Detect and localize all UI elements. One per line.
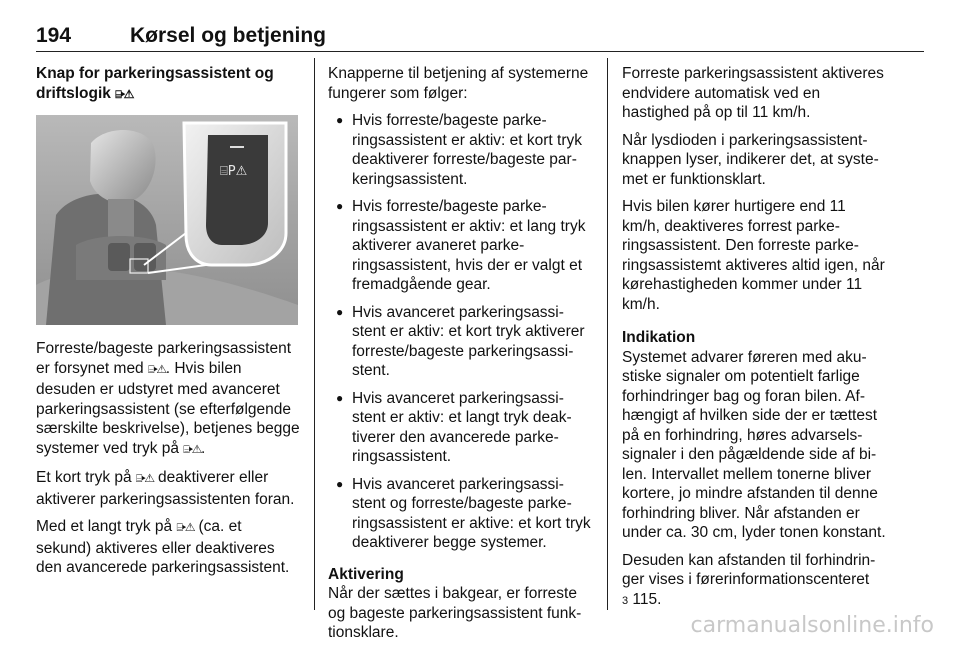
paragraph: Forreste/bageste parkeringsassistent er forsynet med ⌸▸⚠. Hvis bilen desuden er udstyret med avanceret parkeringsassistent (se efterfølgende særskilte beskrivelse), betjenes begge systemer ved tryk på ⌸▸⚠. [36,340,300,457]
column-2 [328,64,592,651]
gear-shift-illustration [36,115,298,325]
paragraph: Når der sættes i bakgear, er forreste og bageste parkeringsassistent funktionsklare. [328,585,582,641]
section-heading: Knap for parkeringsassistent og driftslogik ⌸▸⚠ [36,65,274,102]
list-item: ● Hvis forreste/bageste parkeringsassistent er aktiv: et lang tryk aktiverer avaneret parkeringsassistent, hvis der er valgt et fremadgående gear. [328,197,592,295]
paragraph: Forreste parkeringsassistent aktiveres endvidere automatisk ved en hastighed på op til 11 km/h. [622,65,884,121]
column-divider-1 [314,58,315,610]
paragraph: Hvis bilen kører hurtigere end 11 km/h, deaktiveres forrest parkeringsassistent. Den forreste parkeringsassistemt aktiveres altid igen, når kørehastigheden kommer under 11 km/h. [622,198,885,313]
bullet-list [328,111,592,553]
gear-shift-figure [36,115,298,325]
park-assist-symbol: ⌸▸⚠ [135,473,154,485]
park-assist-symbol: ⌸▸⚠ [115,88,133,101]
page-reference-icon: 3 [622,594,629,607]
list-item: ● Hvis avanceret parkeringsassistent er aktiv: et langt tryk deaktiverer den avancerede parkeringsassistent. [328,389,592,467]
button-symbol: ⌸P⚠ [220,164,248,179]
paragraph: Med et langt tryk på ⌸▸⚠ (ca. et sekund) aktiveres eller deaktiveres den avancerede parkeringsassistent. [36,518,290,576]
column-1 [36,64,300,586]
header-rule [36,51,924,52]
page-reference-link[interactable]: 115. [628,590,662,608]
park-assist-symbol: ⌸▸⚠ [183,443,202,456]
park-assist-symbol: ⌸▸⚠ [176,522,195,534]
paragraph: Når lysdioden i parkeringsassistentknappen lyser, indikerer det, at systemet er funktionsklart. [622,131,879,188]
list-item: ● Hvis forreste/bageste parkeringsassistent er aktiv: et kort tryk deaktiverer forreste/bageste parkeringsassistent. [328,111,592,189]
paragraph: Knapperne til betjening af systemerne fungerer som følger: [328,65,589,102]
page-title: Kørsel og betjening [130,24,327,47]
section-heading: Indikation [622,329,696,346]
column-3 [622,64,886,619]
list-item: ● Hvis avanceret parkeringsassistent og forreste/bageste parkeringsassistent er aktive: et kort tryk deaktiverer begge systemer. [328,475,592,553]
section-heading: Aktivering [328,565,404,583]
paragraph: Et kort tryk på ⌸▸⚠ deaktiverer eller aktiverer parkeringsassistenten foran. [36,469,295,508]
paragraph: Systemet advarer føreren med akustiske signaler om potentielt farlige forhindringer bag og foran bilen. Afhængigt af hvilken side der er tættest på en forhindring, høres advarselssignaler i den pågældende side af bilen. Intervallet mellem tonerne bliver kortere, jo mindre afstanden til denne forhindring bliver. Når afstanden er under ca. 30 cm, lyder tonen konstant. [622,348,886,541]
park-assist-symbol: ⌸▸⚠ [148,363,166,376]
page-number: 194 [36,24,72,47]
column-divider-2 [607,58,608,610]
paragraph: Desuden kan afstanden til forhindringer vises i førerinformationscenteret 3 115. [622,551,876,608]
list-item: ● Hvis avanceret parkeringsassistent er aktiv: et kort tryk aktiverer forreste/bageste parkeringsassistent. [328,303,592,381]
watermark: carmanualsonline.info [690,613,934,638]
page-header [36,24,924,52]
